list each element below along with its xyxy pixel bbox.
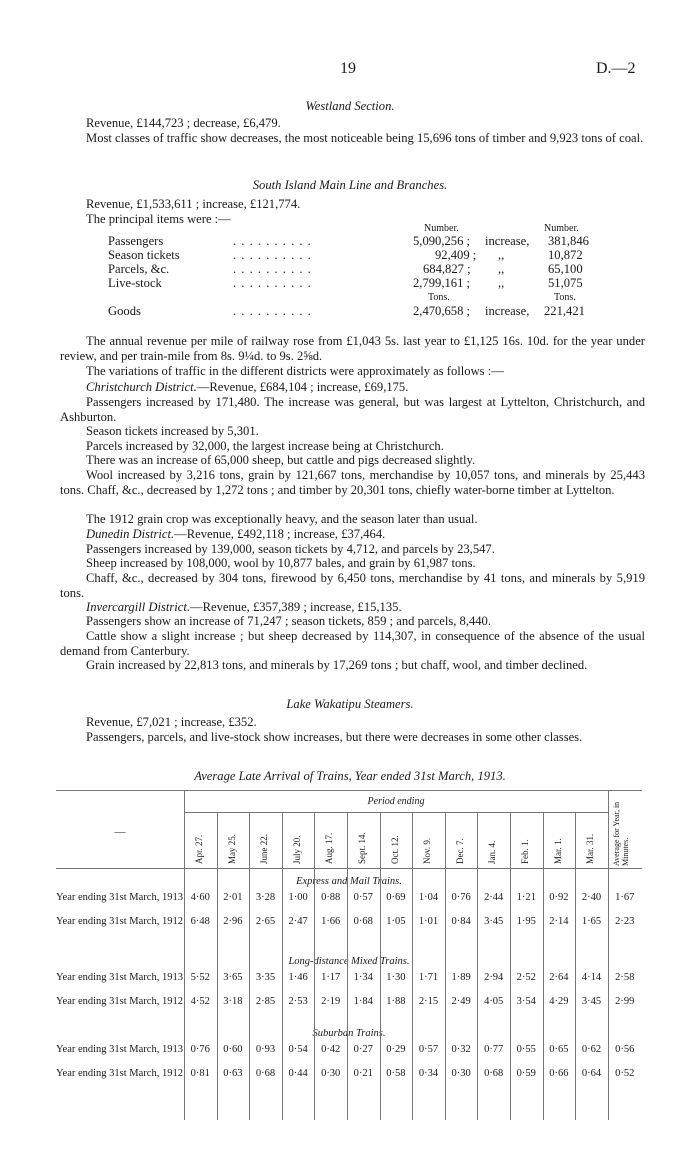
table-cell: 3·45: [581, 996, 602, 1007]
table-cell: 3·28: [255, 892, 276, 903]
column-head: Nov. 9.: [422, 837, 433, 864]
table-cell: 0·62: [581, 1044, 602, 1055]
westland-revenue: Revenue, £144,723 ; decrease, £6,479.: [86, 116, 281, 130]
principal-item-change: increase,: [485, 234, 530, 248]
column-head: Jan. 4.: [487, 840, 498, 864]
column-head: Feb. 1.: [520, 839, 530, 864]
table-cell: 2·49: [451, 996, 471, 1007]
table-cell: 0·69: [386, 892, 406, 903]
principal-item-leader: . . . . . . . . . .: [233, 248, 312, 262]
table-cell: 0·77: [484, 1044, 504, 1055]
table-cell: 3·65: [223, 972, 243, 983]
column-head: Sept. 14.: [357, 832, 367, 864]
table-cell: 1·88: [386, 996, 406, 1007]
principal-item-label: Season tickets: [108, 248, 180, 262]
column-rule: [249, 812, 250, 1120]
christchurch-heading: [60, 380, 645, 395]
column-head: Mar. 31.: [585, 833, 596, 864]
christchurch-revenue: —Revenue, £684,104 ; increase, £69,175.: [196, 380, 409, 394]
westland-title: Westland Section.: [305, 99, 395, 113]
principal-item-change: ,,: [498, 276, 505, 290]
revenue-per-mile: The annual revenue per mile of railway rose from £1,043 5s. last year to £1,125 16s. 10d. for the year under review, and per train-mile from 8s. 9¼d. to 9s. 2⅝d.: [60, 334, 645, 363]
column-head: Aug. 17.: [324, 832, 335, 864]
table-average-cell: 2·23: [615, 916, 635, 927]
column-rule: [184, 790, 185, 1120]
table-cell: 0·60: [223, 1044, 243, 1055]
column-rule: [217, 812, 218, 1120]
dunedin-revenue: —Revenue, £492,118 ; increase, £37,464.: [174, 527, 386, 541]
table-cell: 3·35: [255, 972, 276, 983]
column-rule: [543, 812, 544, 1120]
table-cell: 0·55: [516, 1044, 536, 1055]
principal-item-value: 2,799,161 ;: [413, 276, 471, 290]
table-cell: 0·88: [321, 892, 341, 903]
number-column-head: Number.: [424, 223, 459, 234]
invercargill-passengers: Passengers show an increase of 71,247 ; season tickets, 859 ; and parcels, 8,440.: [86, 614, 492, 628]
table-cell: 1·65: [581, 916, 602, 927]
invercargill-heading: [60, 600, 645, 615]
principal-item-amount: 381,846: [548, 234, 589, 248]
principal-item-row: [108, 276, 594, 291]
principal-item-label: Parcels, &c.: [108, 262, 170, 276]
wakatipu-title: Lake Wakatipu Steamers.: [286, 697, 414, 711]
table-head-rule: [56, 868, 642, 869]
christchurch-grain: The 1912 grain crop was exceptionally heavy, and the season later than usual.: [86, 512, 478, 526]
goods-leader: . . . . . . . . . .: [233, 304, 312, 318]
column-rule: [282, 812, 283, 1120]
column-rule: [380, 812, 381, 1120]
table-cell: 1·01: [418, 916, 439, 927]
table-cell: 0·57: [418, 1044, 439, 1055]
table-row-label: Year ending 31st March, 1912: [56, 916, 183, 927]
table-cell: 4·05: [484, 996, 504, 1007]
table-cell: 2·19: [321, 996, 341, 1007]
table-cell: 1·84: [353, 996, 373, 1007]
column-rule: [510, 812, 511, 1120]
invercargill-cattle: Cattle show a slight increase ; but sheep decreased by 114,307, in consequence of the absence of the usual demand from Canterbury.: [60, 629, 645, 658]
table-cell: 0·44: [288, 1068, 308, 1079]
table-cell: 2·01: [223, 892, 243, 903]
table-cell: 0·63: [223, 1068, 243, 1079]
principal-item-leader: . . . . . . . . . .: [233, 234, 312, 248]
table-cell: 0·30: [321, 1068, 341, 1079]
christchurch-wool: Wool increased by 3,216 tons, grain by 121,667 tons, merchandise by 10,057 tons, and minerals by 25,443 tons. Chaff, &c., decreased by 1,272 tons ; and timber by 20,301 tons, chiefly water-borne timber at Lyttelton.: [60, 468, 645, 497]
principal-item-label: Passengers: [108, 234, 164, 248]
table-cell: 0·81: [190, 1068, 210, 1079]
table-cell: 1·00: [288, 892, 308, 903]
table-average-cell: 0·52: [615, 1068, 635, 1079]
column-rule: [314, 812, 315, 1120]
variations-intro: The variations of traffic in the different districts were approximately as follows :—: [86, 364, 504, 378]
table-cell: 1·30: [386, 972, 406, 983]
column-rule: [445, 812, 446, 1120]
table-cell: 1·21: [516, 892, 536, 903]
goods-amount: 221,421: [544, 304, 585, 318]
table-cell: 2·44: [484, 892, 504, 903]
table-cell: 2·64: [549, 972, 569, 983]
principal-item-leader: . . . . . . . . . .: [233, 276, 312, 290]
table-cell: 2·85: [255, 996, 276, 1007]
south-island-title: South Island Main Line and Branches.: [252, 178, 448, 192]
page-number: 19: [340, 60, 356, 77]
table-cell: 2·96: [223, 916, 243, 927]
principal-item-row: [108, 234, 594, 249]
period-rule: [184, 812, 608, 813]
dunedin-name: Dunedin District.: [86, 527, 175, 541]
table-cell: 5·52: [190, 972, 210, 983]
table-cell: 6·48: [190, 916, 210, 927]
table-cell: 0·68: [484, 1068, 504, 1079]
goods-change: increase,: [485, 304, 530, 318]
principal-item-change: ,,: [498, 262, 505, 276]
table-cell: 2·94: [484, 972, 504, 983]
column-head: July 20.: [291, 835, 302, 864]
invercargill-name: Invercargill District.: [86, 600, 190, 614]
principal-item-leader: . . . . . . . . . .: [233, 262, 312, 276]
column-rule: [412, 812, 413, 1120]
dunedin-passengers: Passengers increased by 139,000, season tickets by 4,712, and parcels by 23,547.: [86, 542, 495, 556]
column-rule: [347, 812, 348, 1120]
table-average-cell: 1·67: [615, 892, 635, 903]
table-average-cell: 0·56: [615, 1044, 635, 1055]
table-cell: 0·76: [451, 892, 471, 903]
principal-item-amount: 51,075: [548, 276, 583, 290]
table-cell: 2·65: [255, 916, 276, 927]
table-cell: 1·04: [418, 892, 439, 903]
table-row-label: Year ending 31st March, 1912: [56, 996, 183, 1007]
table-cell: 0·21: [353, 1068, 373, 1079]
goods-row: [108, 304, 594, 319]
table-cell: 3·45: [484, 916, 504, 927]
christchurch-season: Season tickets increased by 5,301.: [86, 424, 259, 438]
column-rule: [608, 790, 609, 1120]
table-cell: 0·30: [451, 1068, 471, 1079]
invercargill-revenue: —Revenue, £357,389 ; increase, £15,135.: [190, 600, 402, 614]
period-head: Period ending: [367, 796, 425, 807]
table-cell: 2·52: [516, 972, 536, 983]
table-cell: 0·68: [353, 916, 373, 927]
column-head: June 22.: [259, 834, 270, 864]
table-cell: 0·27: [353, 1044, 373, 1055]
dunedin-heading: [60, 527, 645, 542]
westland-text: Most classes of traffic show decreases, the most noticeable being 15,696 tons of timber and 9,923 tons of coal.: [86, 131, 644, 145]
table-cell: 0·32: [451, 1044, 471, 1055]
principal-item-label: Live-stock: [108, 276, 162, 290]
tons-column-head: Tons.: [428, 292, 450, 303]
table-section-title: Express and Mail Trains.: [296, 876, 402, 887]
table-cell: 3·18: [223, 996, 243, 1007]
table-cell: 1·46: [288, 972, 308, 983]
table-cell: 1·66: [321, 916, 341, 927]
wakatipu-revenue: Revenue, £7,021 ; increase, £352.: [86, 715, 257, 729]
principal-item-row: [108, 248, 594, 263]
table-cell: 0·65: [549, 1044, 569, 1055]
table-cell: 0·57: [353, 892, 373, 903]
invercargill-grain: Grain increased by 22,813 tons, and minerals by 17,269 tons ; but chaff, wool, and timber declined.: [86, 658, 588, 672]
table-top-rule: [56, 790, 642, 791]
column-rule: [477, 812, 478, 1120]
table-cell: 1·89: [451, 972, 471, 983]
wakatipu-text: Passengers, parcels, and live-stock show increases, but there were decreases in some other classes.: [86, 730, 583, 744]
column-head: Oct. 12.: [389, 835, 400, 864]
document-reference: D.—2: [596, 60, 636, 77]
average-column-head: Average for Year, in Minutes.: [611, 801, 630, 866]
column-head: Mar. 1.: [552, 838, 563, 864]
table-cell: 2·14: [549, 916, 569, 927]
christchurch-sheep: There was an increase of 65,000 sheep, but cattle and pigs decreased slightly.: [86, 453, 476, 467]
table-cell: 0·54: [288, 1044, 308, 1055]
principal-item-value: 92,409 ;: [435, 248, 477, 262]
principal-items-intro: The principal items were :—: [86, 212, 231, 226]
late-arrival-table: [56, 790, 642, 1120]
table-cell: 0·34: [418, 1068, 439, 1079]
column-head: Apr. 27.: [194, 834, 204, 864]
column-head: Dec. 7.: [454, 838, 465, 864]
table-cell: 0·92: [549, 892, 569, 903]
table-cell: 0·58: [386, 1068, 406, 1079]
table-row-label: Year ending 31st March, 1913: [56, 1044, 183, 1055]
table-section-title: Suburban Trains.: [312, 1028, 386, 1039]
table-cell: 0·42: [321, 1044, 341, 1055]
table-cell: 0·64: [581, 1068, 602, 1079]
goods-value: 2,470,658 ;: [413, 304, 471, 318]
table-cell: 2·53: [288, 996, 308, 1007]
tons-column-head-2: Tons.: [554, 292, 576, 303]
table-cell: 2·47: [288, 916, 308, 927]
principal-item-amount: 65,100: [548, 262, 583, 276]
christchurch-name: Christchurch District.: [86, 380, 197, 394]
south-island-revenue: Revenue, £1,533,611 ; increase, £121,774.: [86, 197, 301, 211]
table-cell: 4·14: [581, 972, 602, 983]
table-average-cell: 2·58: [615, 972, 635, 983]
table-cell: 4·60: [190, 892, 210, 903]
table-cell: 0·59: [516, 1068, 536, 1079]
number-column-head-2: Number.: [544, 223, 579, 234]
table-row-label: Year ending 31st March, 1912: [56, 1068, 183, 1079]
table-cell: 0·76: [190, 1044, 210, 1055]
table-cell: 0·66: [549, 1068, 569, 1079]
table-cell: 1·34: [353, 972, 373, 983]
table-cell: 0·68: [255, 1068, 276, 1079]
principal-item-change: ,,: [498, 248, 505, 262]
principal-item-row: [108, 262, 594, 277]
principal-item-value: 5,090,256 ;: [413, 234, 471, 248]
column-head: May 25.: [226, 834, 237, 864]
table-cell: 1·17: [321, 972, 341, 983]
table-cell: 2·40: [581, 892, 602, 903]
table-cell: 0·93: [255, 1044, 276, 1055]
table-cell: 1·95: [516, 916, 536, 927]
table-row-label: Year ending 31st March, 1913: [56, 892, 183, 903]
table-cell: 4·52: [190, 996, 210, 1007]
table-cell: 3·54: [516, 996, 536, 1007]
table-section-title: Long-distance Mixed Trains.: [288, 956, 410, 967]
table-title: Average Late Arrival of Trains, Year ended 31st March, 1913.: [194, 769, 506, 783]
table-average-cell: 2·99: [615, 996, 635, 1007]
dunedin-sheep: Sheep increased by 108,000, wool by 10,877 bales, and grain by 61,987 tons.: [86, 556, 476, 570]
table-cell: 1·71: [418, 972, 439, 983]
stub-head: —: [114, 826, 126, 838]
christchurch-passengers: Passengers increased by 171,480. The increase was general, but was largest at Lyttelton, Christchurch, and Ashburton.: [60, 395, 645, 424]
christchurch-parcels: Parcels increased by 32,000, the largest increase being at Christchurch.: [86, 439, 444, 453]
table-row-label: Year ending 31st March, 1913: [56, 972, 183, 983]
principal-item-value: 684,827 ;: [423, 262, 471, 276]
table-cell: 1·05: [386, 916, 406, 927]
table-cell: 4·29: [549, 996, 569, 1007]
table-cell: 0·84: [451, 916, 471, 927]
column-rule: [575, 812, 576, 1120]
dunedin-chaff: Chaff, &c., decreased by 304 tons, firewood by 6,450 tons, merchandise by 41 tons, and minerals by 5,919 tons.: [60, 571, 645, 600]
table-cell: 2·15: [418, 996, 439, 1007]
principal-item-amount: 10,872: [548, 248, 583, 262]
goods-label: Goods: [108, 304, 141, 318]
table-cell: 0·29: [386, 1044, 406, 1055]
